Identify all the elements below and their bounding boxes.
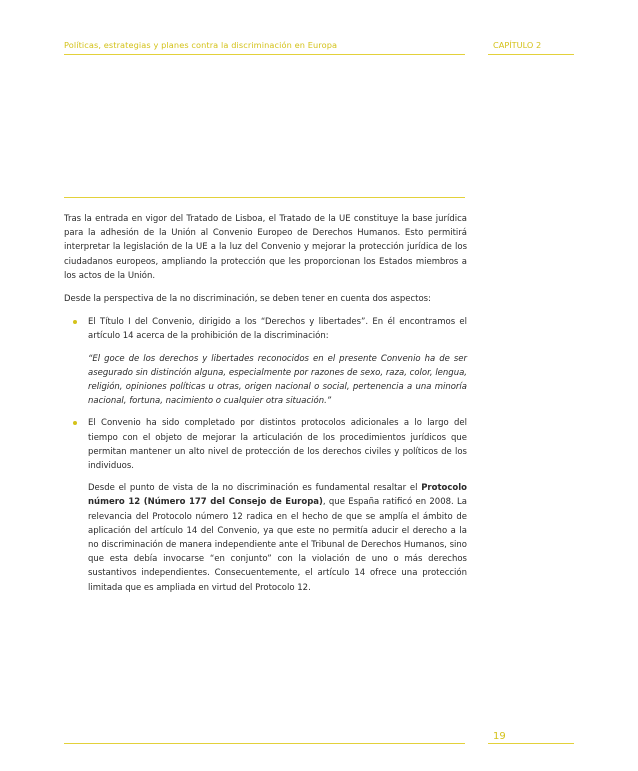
bullet-text: El Convenio ha sido completado por distintos protocolos adicionales a lo largo del tiempo con el objeto de mejorar la articulación de los procedimientos jurídicos que permitan mantener un alto nivel de protección de los derechos civiles y políticos de los individuos. bbox=[88, 418, 467, 472]
footer-rule bbox=[64, 743, 465, 744]
bullet-item-convenio-titulo bbox=[64, 315, 467, 408]
header-rule-short bbox=[488, 54, 574, 55]
footer-rule-short bbox=[488, 743, 574, 744]
intro-paragraph: Tras la entrada en vigor del Tratado de Lisboa, el Tratado de la UE constituye la base jurídica para la adhesión de la Unión al Convenio Europeo de Derechos Humanos. Esto permitirá interpretar la legislación de la UE a la luz del Convenio y mejorar la protección jurídica de los ciudadanos europeos, ampliando la protección que les proporcionan los Estados miembros a los actos de la Unión. bbox=[64, 214, 467, 281]
protocol-paragraph-start: Desde el punto de vista de la no discriminación es fundamental resaltar el bbox=[88, 483, 422, 494]
lead-paragraph: Desde la perspectiva de la no discriminación, se deben tener en cuenta dos aspectos: bbox=[64, 294, 431, 305]
protocol-name: Protocolo número 12 (Número 177 del Consejo de Europa) bbox=[88, 483, 467, 508]
protocol-paragraph-end: , que España ratificó en 2008. La relevancia del Protocolo número 12 radica en el hecho de que se amplía el ámbito de aplicación del artículo 14 del Convenio, ya que este no permitía aducir el derecho a la no discriminación de manera independiente ante el Tribunal de Derechos Humanos, sino que esta debía invocarse “en conjunto” con la violación de uno o más derechos sustantivos independientes. Consecuentemente, el artículo 14 ofrece una protección limitada que es ampliada en virtud del Protocolo 12. bbox=[88, 497, 467, 593]
header-title: Políticas, estrategias y planes contra la discriminación en Europa bbox=[64, 40, 338, 50]
bullet-item-protocolos bbox=[64, 416, 467, 594]
protocol-paragraph bbox=[88, 481, 467, 595]
chapter-label: CAPÍTULO 2 bbox=[493, 40, 542, 50]
page-number: 19 bbox=[493, 731, 506, 742]
bullet-dot-icon bbox=[73, 320, 77, 324]
bullet-text: El Título I del Convenio, dirigido a los “Derechos y libertades”. En él encontramos el artículo 14 acerca de la prohibición de la discriminación: bbox=[88, 317, 467, 342]
body-text bbox=[64, 212, 467, 603]
header-rule bbox=[64, 54, 465, 55]
section-divider bbox=[64, 197, 465, 198]
bullet-dot-icon bbox=[73, 421, 77, 425]
article-quote: “El goce de los derechos y libertades reconocidos en el presente Convenio ha de ser asegurado sin distinción alguna, especialmente por razones de sexo, raza, color, lengua, religión, opiniones políticas u otras, origen nacional o social, pertenencia a una minoría nacional, fortuna, nacimiento o cualquier otra situación.” bbox=[88, 353, 467, 407]
